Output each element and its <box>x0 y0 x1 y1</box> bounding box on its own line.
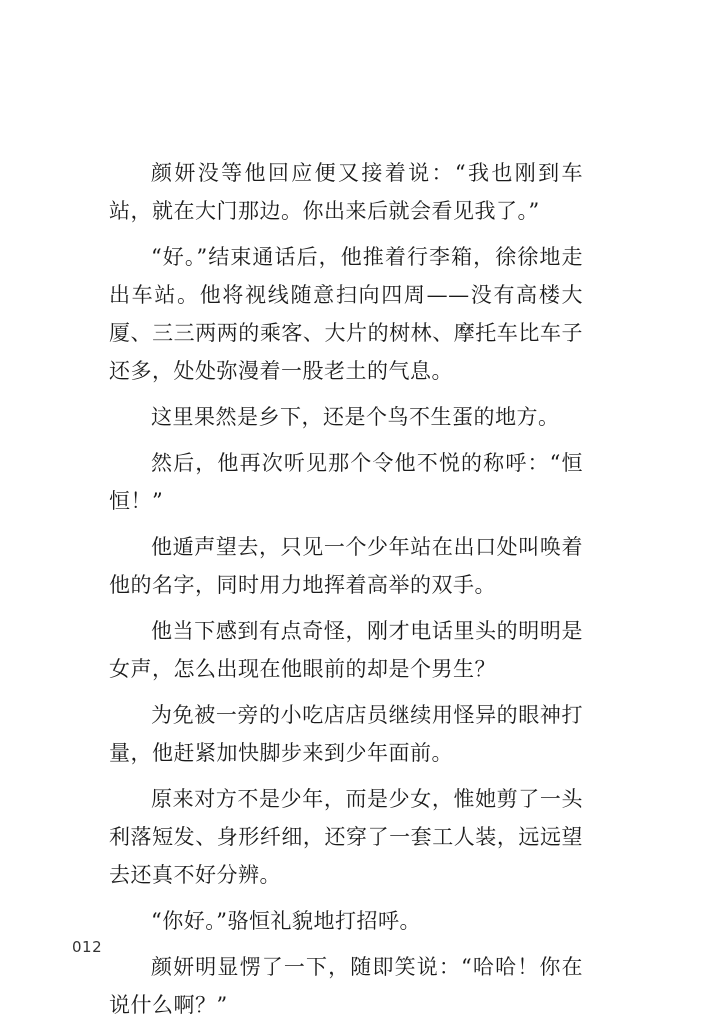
paragraph-4: 然后，他再次听见那个令他不悦的称呼：“恒恒！” <box>109 451 583 513</box>
paragraph-10: 颜妍明显愣了一下，随即笑说：“哈哈！你在说什么啊？” <box>109 955 583 1017</box>
paragraph-7: 为免被一旁的小吃店店员继续用怪异的眼神打量，他赶紧加快脚步来到少年面前。 <box>109 703 583 765</box>
body-text <box>109 154 583 1032</box>
paragraph-2: “好。”结束通话后，他推着行李箱，徐徐地走出车站。他将视线随意扫向四周——没有高楼大厦、三三两两的乘客、大片的树林、摩托车比车子还多，处处弥漫着一股老土的气息。 <box>109 245 583 383</box>
paragraph-3: 这里果然是乡下，还是个鸟不生蛋的地方。 <box>151 405 560 429</box>
paragraph-1: 颜妍没等他回应便又接着说：“我也刚到车站，就在大门那边。你出来后就会看见我了。” <box>109 161 583 223</box>
page-number: 012 <box>72 938 103 956</box>
paragraph-6: 他当下感到有点奇怪，刚才电话里头的明明是女声，怎么出现在他眼前的却是个男生？ <box>109 619 583 681</box>
paragraph-9: “你好。”骆恒礼貌地打招呼。 <box>151 909 421 933</box>
paragraph-8: 原来对方不是少年，而是少女，惟她剪了一头利落短发、身形纤细，还穿了一套工人装，远远望去还真不好分辨。 <box>109 787 583 887</box>
paragraph-5: 他遁声望去，只见一个少年站在出口处叫唤着他的名字，同时用力地挥着高举的双手。 <box>109 535 583 597</box>
